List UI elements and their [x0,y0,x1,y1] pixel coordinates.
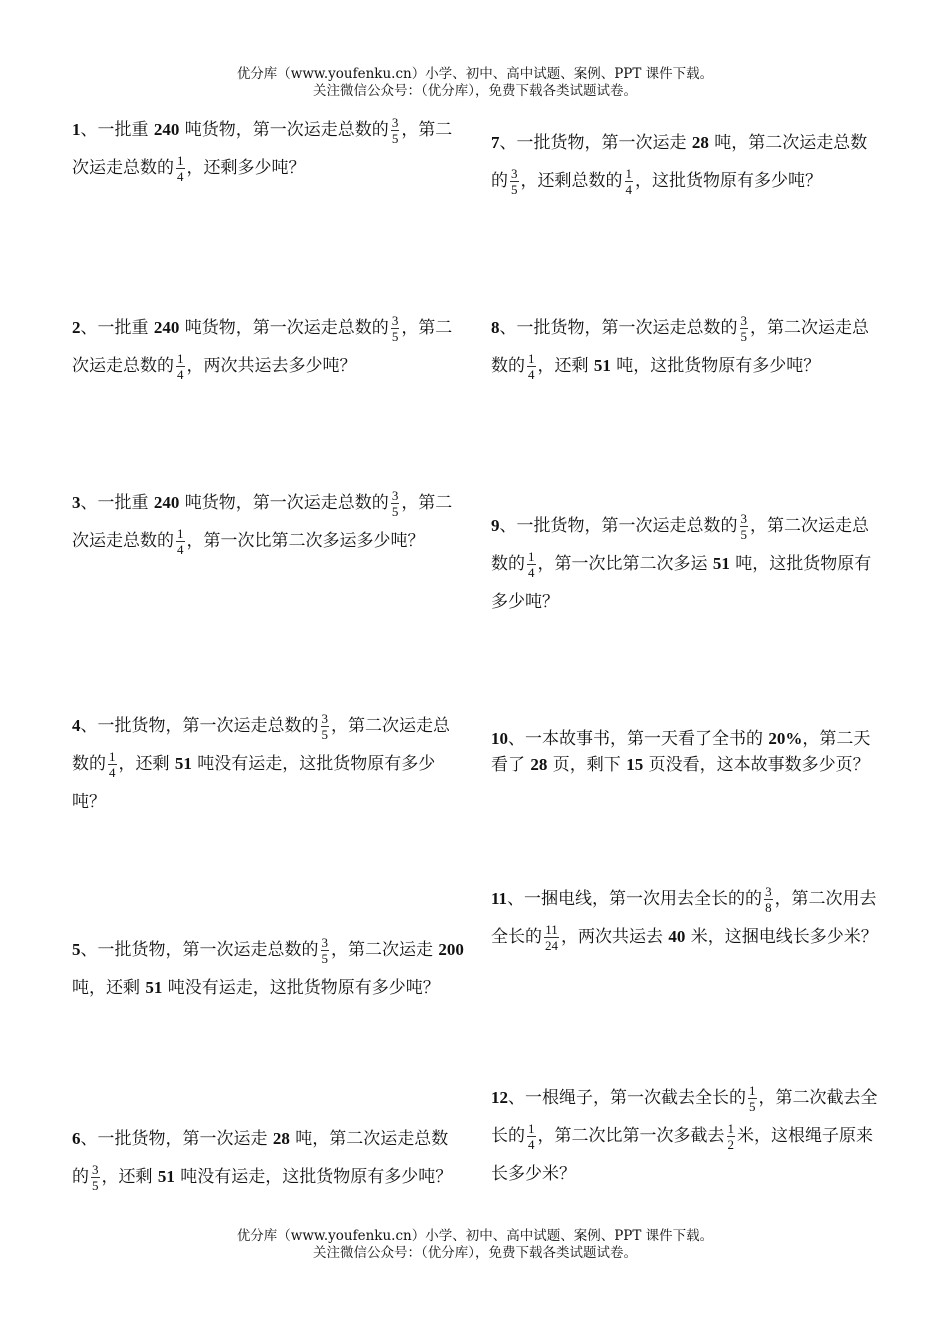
fraction: $\frac{3}{5}$ [92,1162,99,1193]
question-number: 5 [72,940,81,959]
question-number: 6 [72,1129,81,1148]
question-number: 12 [491,1088,508,1107]
question-2: 2、一批重 240 吨货物，第一次运走总数的 $\frac{3}{5}$ ，第二次运走总数的 $\frac{1}{4}$ ，两次共运去多少吨？ [72,313,453,382]
fraction: $\frac{3}{5}$ [391,313,399,344]
question-7: 7、一批货物，第一次运走 28 吨，第二次运走总数的 $\frac{3}{5}$ ，还剩总数的 $\frac{1}{4}$ ，这批货物原有多少吨？ [491,133,868,197]
question-10: 10、一本故事书，第一天看了全书的 20%，第二天看了 28 页，剩下 15 页没看，这本故事数多少页？ [491,729,871,775]
fraction: $\frac{3}{5}$ [321,711,328,742]
question-number: 1 [72,120,81,139]
question-number: 8 [491,318,500,337]
fraction: $\frac{3}{5}$ [740,511,747,542]
footer-line-1: 优分库（www.youfenku.cn）小学、初中、高中试题、案例、PPT 课件下载。 [236,1228,714,1244]
footer-line-2: 关注微信公众号：（优分库），免费下载各类试题试卷。 [313,1245,637,1261]
question-number: 11 [491,889,508,908]
fraction: $\frac{3}{8}$ [765,884,772,915]
fraction: $\frac{1}{4}$ [528,549,535,580]
question-3: 3、一批重 240 吨货物，第一次运走总数的 $\frac{3}{5}$ ，第二次运走总数的 $\frac{1}{4}$ ，第一次比第二次多运多少吨？ [72,488,453,557]
header-line-2: 关注微信公众号：（优分库），免费下载各类试题试卷。 [313,83,637,99]
fraction: $\frac{1}{4}$ [109,749,116,780]
question-4: 4、一批货物，第一次运走总数的 $\frac{3}{5}$ ，第二次运走总数的 $\frac{1}{4}$ ，还剩 51 吨没有运走，这批货物原有多少吨？ [72,711,450,812]
fraction: $\frac{1}{4}$ [177,526,184,557]
page-header [0,66,950,100]
fraction: $\frac{3}{5}$ [511,166,518,197]
question-number: 3 [72,493,81,512]
question-6: 6、一批货物，第一次运走 28 吨，第二次运走总数的 $\frac{3}{5}$ ，还剩 51 吨没有运走，这批货物原有多少吨？ [72,1129,453,1193]
question-number: 2 [72,318,81,337]
fraction: $\frac{1}{4}$ [625,166,632,197]
fraction: $\frac{1}{4}$ [528,351,535,382]
fraction: $\frac{3}{5}$ [740,313,747,344]
fraction: $\frac{11}{24}$ [545,922,558,953]
question-5: 5、一批货物，第一次运走总数的 $\frac{3}{5}$ ，第二次运走 200 吨，还剩 51 吨没有运走，这批货物原有多少吨？ [72,935,464,998]
question-number: 10 [491,729,508,748]
fraction: $\frac{1}{4}$ [177,153,184,184]
fraction: $\frac{3}{5}$ [391,488,399,519]
question-9: 9、一批货物，第一次运走总数的 $\frac{3}{5}$ ，第二次运走总数的 $\frac{1}{4}$ ，第一次比第二次多运 51 吨，这批货物原有多少吨？ [491,511,872,612]
fraction: $\frac{1}{4}$ [177,351,184,382]
question-number: 7 [491,133,500,152]
fraction: $\frac{3}{5}$ [391,115,399,146]
header-line-1: 优分库（www.youfenku.cn）小学、初中、高中试题、案例、PPT 课件下载。 [236,66,714,82]
question-number: 9 [491,516,500,535]
fraction: $\frac{1}{4}$ [528,1121,535,1152]
question-12: 12、一根绳子，第一次截去全长的 $\frac{1}{5}$ ，第二次截去全长的 $\frac{1}{4}$ ，第二次比第一次多截去 $\frac{1}{2}$ 米，这根绳子原来长多少米？ [491,1083,878,1184]
question-number: 4 [72,716,81,735]
question-1: 1、一批重 240 吨货物，第一次运走总数的 $\frac{3}{5}$ ，第二次运走总数的 $\frac{1}{4}$ ，还剩多少吨？ [72,115,453,184]
question-11: 11、一捆电线，第一次用去全长的的 $\frac{3}{8}$ ，第二次用去全长的 $\frac{11}{24}$ ，两次共运去 40 米，这捆电线长多少米？ [491,884,878,953]
page-footer [0,1228,950,1262]
fraction: $\frac{1}{5}$ [749,1083,756,1114]
fraction: $\frac{3}{5}$ [321,935,328,966]
fraction: $\frac{1}{2}$ [727,1121,734,1152]
question-8: 8、一批货物，第一次运走总数的 $\frac{3}{5}$ ，第二次运走总数的 $\frac{1}{4}$ ，还剩 51 吨，这批货物原有多少吨？ [491,313,869,382]
